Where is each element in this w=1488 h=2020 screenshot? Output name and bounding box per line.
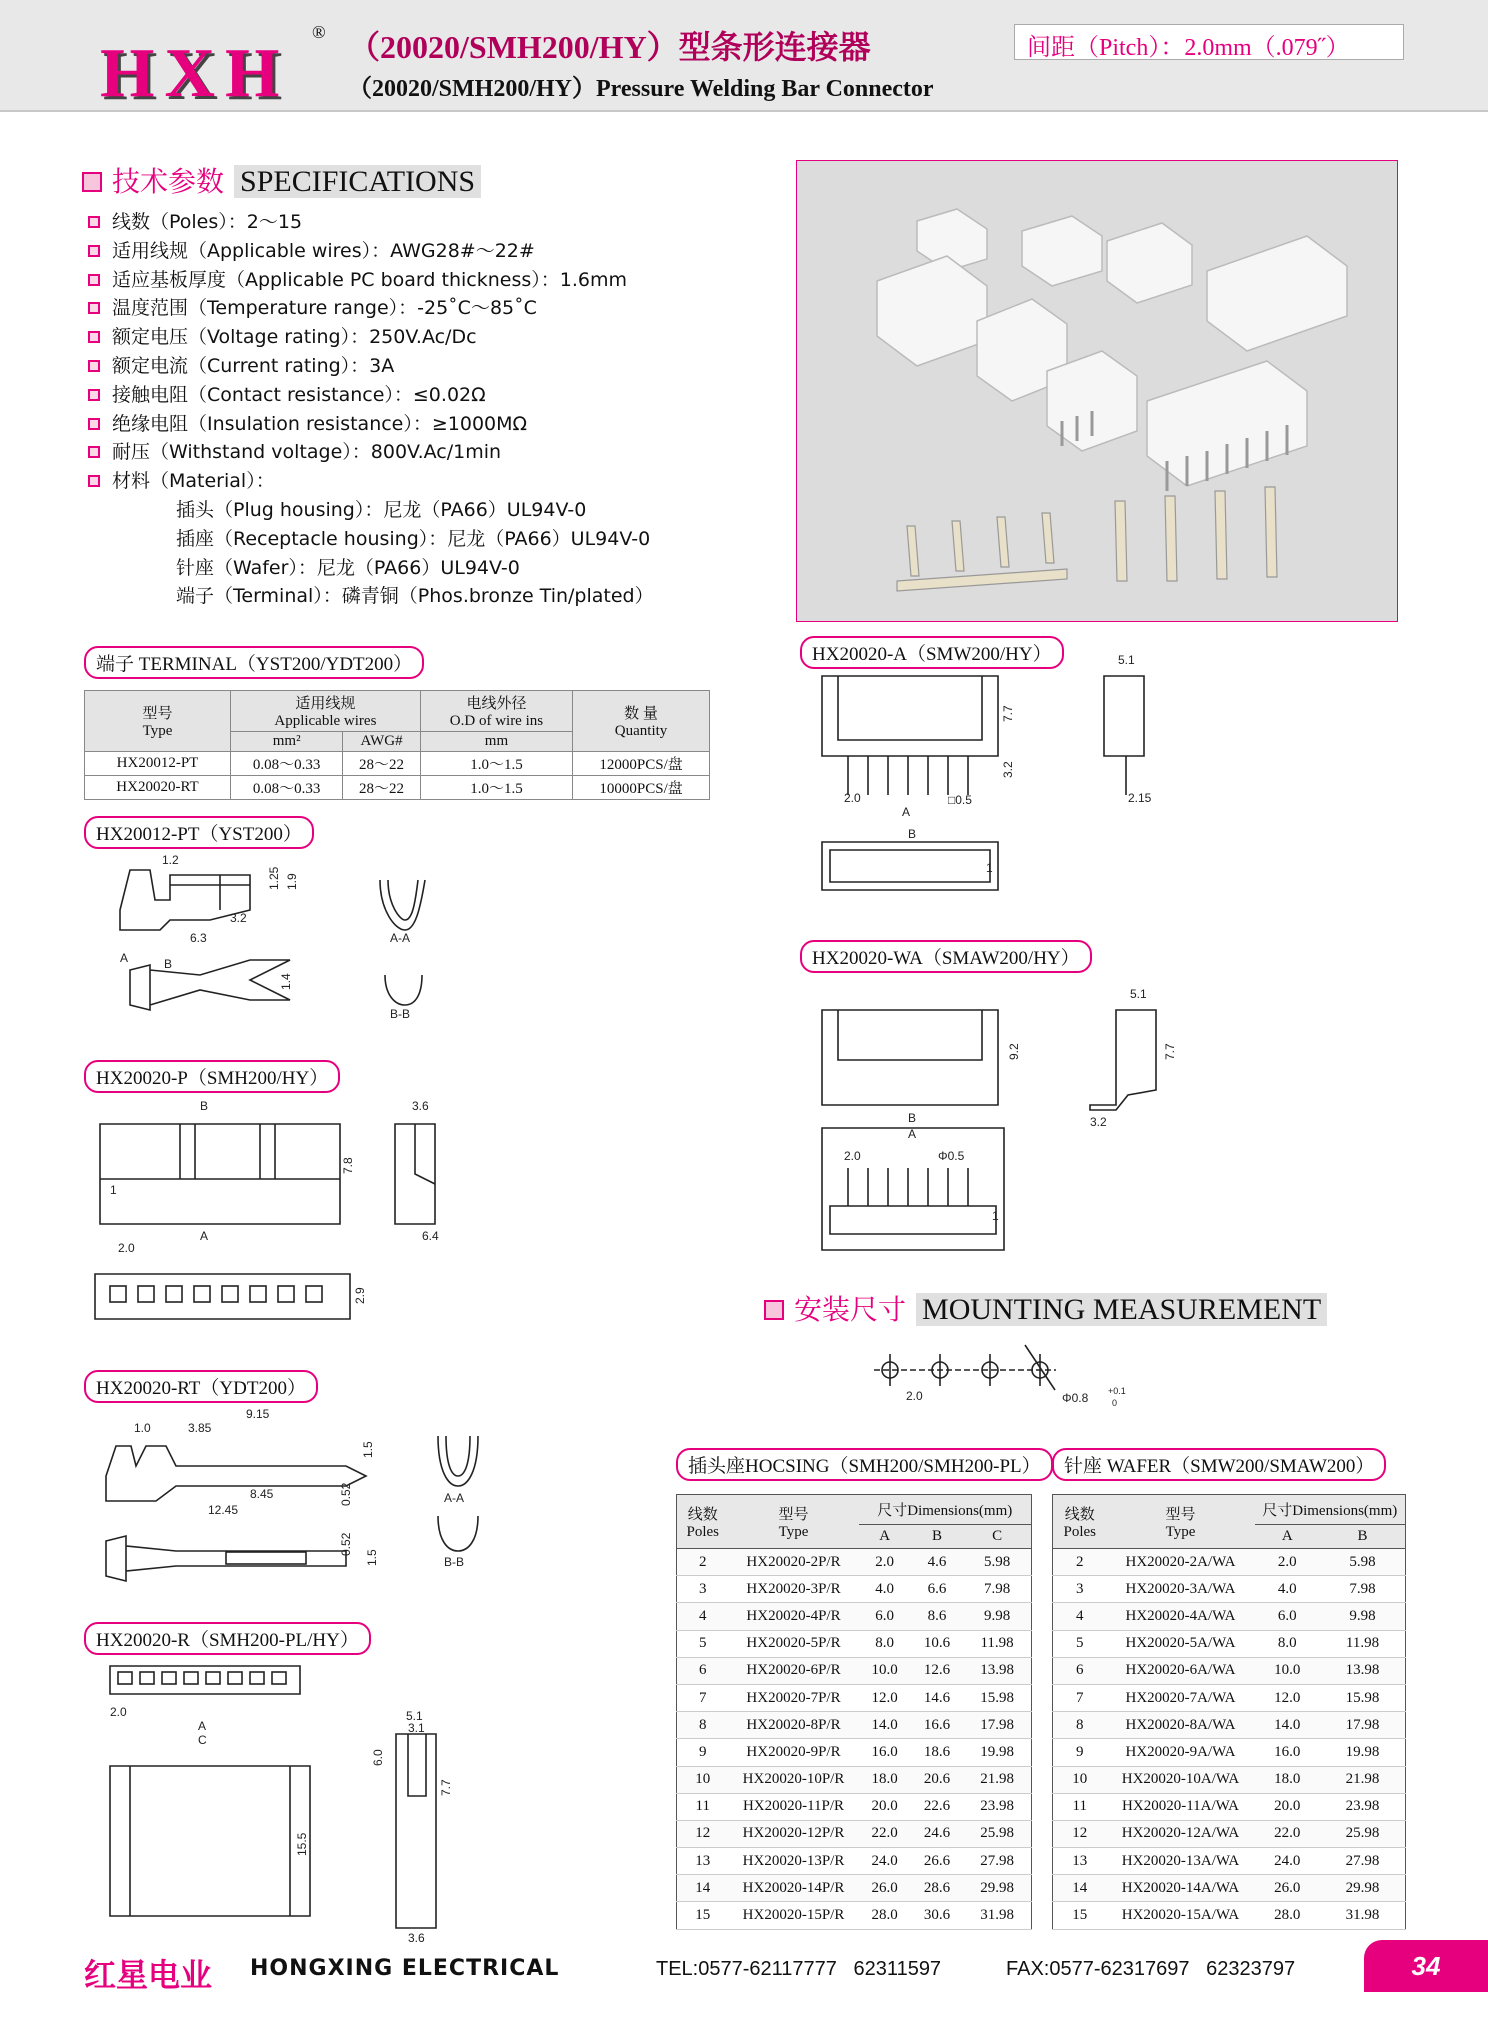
table-row: 8 HX20020-8A/WA 14.0 17.98 [1053, 1712, 1406, 1739]
svg-text:5.1: 5.1 [1118, 653, 1135, 667]
drawing-a [808, 650, 1188, 900]
svg-text:A: A [120, 951, 129, 965]
th-awg: AWG# [343, 732, 420, 752]
specifications-list [88, 208, 748, 611]
terminal-label: 端子 TERMINAL（YST200/YDT200） [84, 646, 424, 679]
table-row: 3 HX20020-3P/R 4.0 6.6 7.98 [677, 1576, 1032, 1603]
svg-text:2.0: 2.0 [844, 1149, 861, 1163]
material-item: 插头（Plug housing）：尼龙（PA66）UL94V-0 [176, 498, 587, 521]
svg-text:A: A [200, 1229, 209, 1243]
drawing-label-wa: HX20020-WA（SMAW200/HY） [800, 940, 1092, 973]
svg-text:3.2: 3.2 [1090, 1115, 1107, 1129]
table-row: 12 HX20020-12A/WA 22.0 25.98 [1053, 1820, 1406, 1847]
svg-text:A: A [198, 1719, 207, 1733]
svg-text:3.6: 3.6 [408, 1931, 425, 1945]
svg-text:5.1: 5.1 [406, 1709, 423, 1723]
svg-text:3.1: 3.1 [408, 1721, 425, 1735]
company-name-en: HONGXING ELECTRICAL [250, 1956, 560, 1981]
svg-text:Φ0.8: Φ0.8 [1062, 1391, 1089, 1405]
table-row: 2 HX20020-2P/R 2.0 4.6 5.98 [677, 1549, 1032, 1576]
drawing-label-a: HX20020-A（SMW200/HY） [800, 636, 1064, 669]
svg-text:6.4: 6.4 [422, 1229, 439, 1243]
bullet-icon [88, 360, 100, 372]
cavity-row [110, 1286, 322, 1302]
svg-text:1.5: 1.5 [365, 1549, 379, 1566]
spec-item: 温度范围（Temperature range）：-25˚C～85˚C [88, 294, 748, 323]
svg-text:B-B: B-B [390, 1007, 411, 1021]
pin-row [848, 1168, 968, 1206]
svg-text:7.7: 7.7 [1163, 1043, 1177, 1060]
table-row: 12 HX20020-12P/R 22.0 24.6 25.98 [677, 1820, 1032, 1847]
th-dimensions: 尺寸Dimensions(mm) [859, 1495, 1032, 1525]
table-row: 13 HX20020-13P/R 24.0 26.6 27.98 [677, 1848, 1032, 1875]
svg-text:0: 0 [1112, 1398, 1118, 1408]
svg-text:A-A: A-A [444, 1491, 465, 1505]
svg-text:5.1: 5.1 [1130, 987, 1147, 1001]
table-row: 4 HX20020-4A/WA 6.0 9.98 [1053, 1603, 1406, 1630]
brand-logo: HXH [100, 35, 290, 112]
table-row: 9 HX20020-9A/WA 16.0 19.98 [1053, 1739, 1406, 1766]
hocsing-table: 线数 Poles 型号 Type 尺寸Dimensions(mm) A B C 2 HX20020-2P/R 2.0 4.6 5.98 3 HX20020-3P/R 4.0 6.6 7.98 4 HX20020-4P/R 6.0 8.6 9.98 5 HX20020-5P/R 8.0 10.6 11.98 6 HX20020-6P/R 10.0 12.6 13.98 7 HX20020-7P/R 12.0 14.6 15.98 8 HX20020-8P/R 14.0 16.6 17.98 9 HX20020-9P/R 16.0 18.6 19.98 10 HX20020-10P/R 18.0 20.6 21.98 11 HX20020-11P/R 20.0 22.6 23.98 12 HX20020-12P/R 22.0 24.6 25.98 13 HX20020-13P/R 24.0 26.6 27.98 14 HX20020-14P/R 26.0 28.6 29.98 15 HX20020-15P/R 28.0 30.6 31.98 [676, 1494, 1032, 1930]
svg-text:6.0: 6.0 [371, 1749, 385, 1766]
svg-text:2.15: 2.15 [1128, 791, 1152, 805]
svg-text:3.6: 3.6 [412, 1099, 429, 1113]
th-od: 电线外径 O.D of wire ins [420, 691, 572, 732]
th-wire: 适用线规 Applicable wires [231, 691, 421, 732]
table-row: 3 HX20020-3A/WA 4.0 7.98 [1053, 1576, 1406, 1603]
svg-text:9.15: 9.15 [246, 1407, 270, 1421]
table-row: 11 HX20020-11P/R 20.0 22.6 23.98 [677, 1793, 1032, 1820]
drawing-label-pt: HX20012-PT（YST200） [84, 816, 314, 849]
svg-text:7.7: 7.7 [439, 1779, 453, 1796]
drawing-label-p: HX20020-P（SMH200/HY） [84, 1060, 340, 1093]
drawing-p [90, 1094, 490, 1344]
table-row: 8 HX20020-8P/R 14.0 16.6 17.98 [677, 1712, 1032, 1739]
svg-text:Φ0.5: Φ0.5 [938, 1149, 965, 1163]
drawing-wa [808, 980, 1188, 1260]
svg-text:7.8: 7.8 [341, 1157, 355, 1174]
th-poles: 线数 Poles [677, 1495, 729, 1549]
table-row: HX20020-RT 0.08～0.33 28～22 1.0～1.5 10000PCS/盘 [85, 776, 710, 800]
svg-text:A: A [902, 805, 911, 819]
drawing-pt [110, 850, 460, 1050]
spec-item: 额定电压（Voltage rating）：250V.Ac/Dc [88, 323, 748, 352]
spec-item: 线数（Poles）：2～15 [88, 208, 748, 237]
svg-text:9.2: 9.2 [1007, 1043, 1021, 1060]
spec-item: 适用线规（Applicable wires）：AWG28#～22# [88, 237, 748, 266]
connector-photo-illustration [797, 161, 1397, 621]
bullet-icon [88, 302, 100, 314]
company-name-cn: 红星电业 [84, 1956, 213, 1994]
svg-text:1: 1 [110, 1183, 117, 1197]
svg-text:A: A [908, 1127, 917, 1141]
table-row: 6 HX20020-6P/R 10.0 12.6 13.98 [677, 1657, 1032, 1684]
pitch-box: 间距（Pitch）：2.0mm（.079˝） [1014, 24, 1404, 60]
svg-text:1.25: 1.25 [267, 866, 281, 890]
material-item: 针座（Wafer）：尼龙（PA66）UL94V-0 [176, 556, 520, 579]
fax: FAX:0577-62317697 62323797 [1006, 1958, 1296, 1980]
spec-item: 接触电阻（Contact resistance）：≤0.02Ω [88, 381, 748, 410]
table-row: 10 HX20020-10P/R 18.0 20.6 21.98 [677, 1766, 1032, 1793]
specifications-title-en: SPECIFICATIONS [234, 165, 481, 198]
spec-item: 绝缘电阻（Insulation resistance）：≥1000MΩ [88, 410, 748, 439]
svg-text:0.52: 0.52 [339, 1482, 353, 1506]
table-row: 7 HX20020-7P/R 12.0 14.6 15.98 [677, 1684, 1032, 1711]
table-row: 4 HX20020-4P/R 6.0 8.6 9.98 [677, 1603, 1032, 1630]
bullet-icon [88, 475, 100, 487]
svg-text:□0.5: □0.5 [948, 793, 972, 807]
svg-text:1.4: 1.4 [279, 973, 293, 990]
table-row: 10 HX20020-10A/WA 18.0 21.98 [1053, 1766, 1406, 1793]
svg-text:2.9: 2.9 [353, 1287, 367, 1304]
table-row: 11 HX20020-11A/WA 20.0 23.98 [1053, 1793, 1406, 1820]
mounting-title-cn: 安装尺寸 [794, 1293, 907, 1326]
bullet-icon [88, 418, 100, 430]
svg-text:7.7: 7.7 [1001, 705, 1015, 722]
material-item: 端子（Terminal）：磷青铜（Phos.bronze Tin/plated） [176, 585, 654, 608]
svg-text:B-B: B-B [444, 1555, 465, 1569]
svg-text:3.85: 3.85 [188, 1421, 212, 1435]
svg-text:0.52: 0.52 [339, 1532, 353, 1556]
spec-item: 耐压（Withstand voltage）：800V.Ac/1min [88, 438, 748, 467]
svg-text:B: B [200, 1099, 209, 1113]
th-mm2: mm² [231, 732, 343, 752]
svg-text:12.45: 12.45 [208, 1503, 239, 1517]
bullet-icon [88, 446, 100, 458]
specifications-title-cn: 技术参数 [112, 165, 225, 198]
drawing-label-r: HX20020-R（SMH200-PL/HY） [84, 1622, 371, 1655]
svg-text:B: B [164, 957, 173, 971]
th-od-unit: mm [420, 732, 572, 752]
th-type: 型号 Type [85, 691, 231, 752]
svg-text:+0.1: +0.1 [1108, 1386, 1126, 1396]
product-photo [796, 160, 1398, 622]
title-english: （20020/SMH200/HY）Pressure Welding Bar Connector [348, 76, 934, 102]
svg-text:8.45: 8.45 [250, 1487, 274, 1501]
table-row: 14 HX20020-14A/WA 26.0 29.98 [1053, 1875, 1406, 1902]
th-type: 型号 Type [729, 1495, 859, 1549]
wafer-label: 针座 WAFER（SMW200/SMAW200） [1052, 1448, 1386, 1481]
table-row: 7 HX20020-7A/WA 12.0 15.98 [1053, 1684, 1406, 1711]
svg-text:B: B [908, 827, 917, 841]
title-chinese: （20020/SMH200/HY）型条形连接器 [348, 29, 871, 65]
table-row: 2 HX20020-2A/WA 2.0 5.98 [1053, 1549, 1406, 1576]
bullet-icon [88, 245, 100, 257]
spec-item: 材料（Material）： [88, 467, 748, 496]
pin-row [848, 756, 968, 795]
th-poles: 线数 Poles [1053, 1495, 1107, 1549]
svg-text:1: 1 [986, 861, 993, 875]
svg-text:2.0: 2.0 [844, 791, 861, 805]
svg-text:2.0: 2.0 [906, 1389, 923, 1403]
drawing-rt [96, 1406, 516, 1596]
mounting-title-en: MOUNTING MEASUREMENT [916, 1293, 1327, 1326]
specifications-heading [82, 160, 481, 200]
svg-text:1.9: 1.9 [285, 873, 299, 890]
svg-text:1.0: 1.0 [134, 1421, 151, 1435]
svg-text:C: C [198, 1733, 207, 1747]
page-number: 34 [1364, 1940, 1488, 1992]
bullet-icon [88, 389, 100, 401]
table-row: 6 HX20020-6A/WA 10.0 13.98 [1053, 1657, 1406, 1684]
drawing-label-rt: HX20020-RT（YDT200） [84, 1370, 318, 1403]
table-row: 15 HX20020-15P/R 28.0 30.6 31.98 [677, 1902, 1032, 1929]
terminal-table [84, 690, 710, 800]
table-row: 13 HX20020-13A/WA 24.0 27.98 [1053, 1848, 1406, 1875]
telephone: TEL:0577-62117777 62311597 [656, 1958, 942, 1980]
svg-text:A-A: A-A [390, 931, 411, 945]
material-item: 插座（Receptacle housing）：尼龙（PA66）UL94V-0 [176, 527, 651, 550]
mounting-drawing [870, 1340, 1130, 1420]
mounting-heading [764, 1288, 1327, 1328]
registered-mark: ® [312, 22, 326, 42]
bullet-icon [88, 331, 100, 343]
table-row: 5 HX20020-5P/R 8.0 10.6 11.98 [677, 1630, 1032, 1657]
table-row: 15 HX20020-15A/WA 28.0 31.98 [1053, 1902, 1406, 1929]
svg-text:1: 1 [992, 1209, 999, 1223]
table-row: 5 HX20020-5A/WA 8.0 11.98 [1053, 1630, 1406, 1657]
svg-text:6.3: 6.3 [190, 931, 207, 945]
th-dimensions: 尺寸Dimensions(mm) [1255, 1495, 1406, 1525]
svg-text:1.2: 1.2 [162, 853, 179, 867]
bullet-icon [88, 274, 100, 286]
square-bullet-icon [82, 172, 102, 192]
svg-text:3.2: 3.2 [230, 911, 247, 925]
th-type: 型号 Type [1107, 1495, 1255, 1549]
svg-text:3.2: 3.2 [1001, 761, 1015, 778]
svg-text:2.0: 2.0 [118, 1241, 135, 1255]
hocsing-label: 插头座HOCSING（SMH200/SMH200-PL） [676, 1448, 1053, 1481]
svg-text:15.5: 15.5 [295, 1832, 309, 1856]
spec-item: 额定电流（Current rating）：3A [88, 352, 748, 381]
table-row: 9 HX20020-9P/R 16.0 18.6 19.98 [677, 1739, 1032, 1766]
svg-text:B: B [908, 1111, 917, 1125]
wafer-table: 线数 Poles 型号 Type 尺寸Dimensions(mm) A B 2 HX20020-2A/WA 2.0 5.98 3 HX20020-3A/WA 4.0 7.98 4 HX20020-4A/WA 6.0 9.98 5 HX20020-5A/WA 8.0 11.98 6 HX20020-6A/WA 10.0 13.98 7 HX20020-7A/WA 12.0 15.98 8 HX20020-8A/WA 14.0 17.98 9 HX20020-9A/WA 16.0 19.98 10 HX20020-10A/WA 18.0 21.98 11 HX20020-11A/WA 20.0 23.98 12 HX20020-12A/WA 22.0 25.98 13 HX20020-13A/WA 24.0 27.98 14 HX20020-14A/WA 26.0 29.98 15 HX20020-15A/WA 28.0 31.98 [1052, 1494, 1406, 1930]
table-row: HX20012-PT 0.08～0.33 28～22 1.0～1.5 12000PCS/盘 [85, 752, 710, 776]
drawing-r [100, 1656, 500, 1946]
svg-text:1.5: 1.5 [361, 1441, 375, 1458]
svg-text:2.0: 2.0 [110, 1705, 127, 1719]
th-qty: 数 量 Quantity [573, 691, 710, 752]
square-bullet-icon [764, 1300, 784, 1320]
table-row: 14 HX20020-14P/R 26.0 28.6 29.98 [677, 1875, 1032, 1902]
cavity-row [118, 1672, 286, 1684]
spec-item: 适应基板厚度（Applicable PC board thickness）：1.6mm [88, 266, 748, 295]
bullet-icon [88, 216, 100, 228]
